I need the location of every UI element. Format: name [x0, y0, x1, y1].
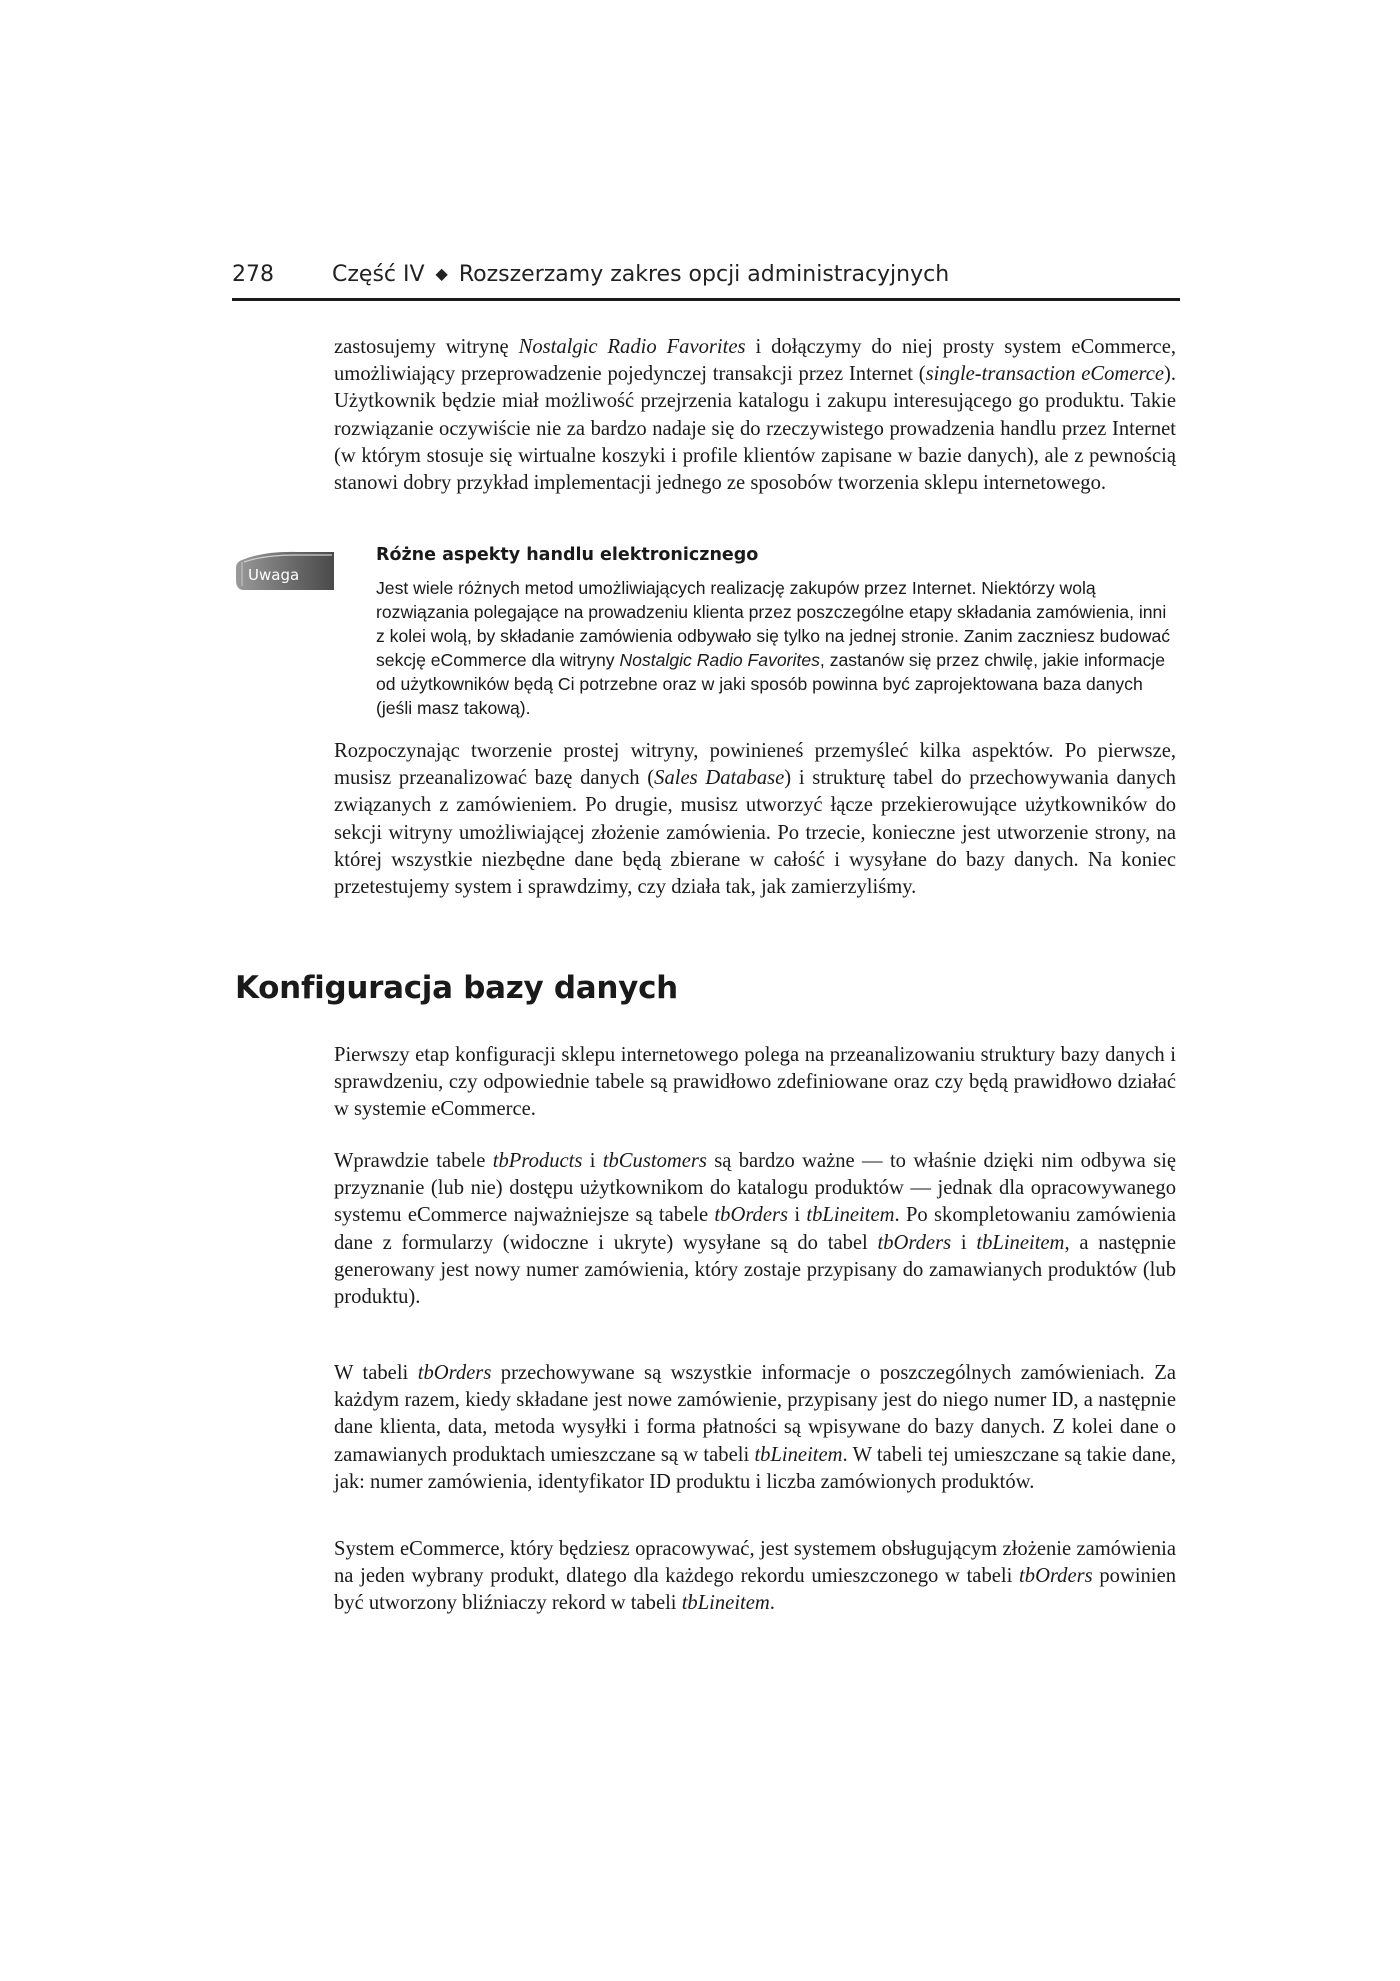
paragraph-intro: zastosujemy witrynę Nostalgic Radio Favorites i dołączymy do niej prosty system eCommerce, umożliwiający przeprowadzenie pojedynczej transakcji przez Internet (single-transaction eComerce). Użytkownik będzie miał możliwość przejrzenia katalogu i zakupu interesującego go produktu. Takie rozwiązanie oczywiście nie za bardzo nadaje się do rzeczywistego prowadzenia handlu przez Internet (w którym stosuje się wirtualne koszyki i profile klientów zapisane w bazie danych), ale z pewnością stanowi dobry przykład implementacji jednego ze sposobów tworzenia sklepu internetowego. — [334, 336, 1176, 495]
paragraph-system: System eCommerce, który będziesz opracowywać, jest systemem obsługującym złożenie zamówienia na jeden wybrany produkt, dlatego dla każdego rekordu umieszczonego w tabeli tbOrders powinien być utworzony bliźniaczy rekord w tabeli tbLineitem. — [334, 1538, 1177, 1615]
paragraph-orders: W tabeli tbOrders przechowywane są wszystkie informacje o poszczególnych zamówieniach. Za każdym razem, kiedy składane jest nowe zamówienie, przypisany jest do niego numer ID, a następnie dane klienta, data, metoda wysyłki i forma płatności są wpisywane do bazy danych. Z kolei dane o zamawianych produktach umieszczane są w tabeli tbLineitem. W tabeli tej umieszczane są takie dane, jak: numer zamówienia, identyfikator ID produktu i liczba zamówionych produktów. — [334, 1362, 1176, 1493]
note-label: Uwaga — [248, 566, 300, 584]
paragraph-tables: Wprawdzie tabele tbProducts i tbCustomers są bardzo ważne — to właśnie dzięki nim odbywa się przyznanie (lub nie) dostępu użytkownikom do katalogu produktów — jednak dla opracowywanego systemu eCommerce najważniejsze są tabele tbOrders i tbLineitem. Po skompletowaniu zamówienia dane z formularzy (widoczne i ukryte) wysyłane są do tabel tbOrders i tbLineitem, a następnie generowany jest nowy numer zamówienia, który zostaje przypisany do zamawianych produktów (lub produktu). — [334, 1150, 1176, 1309]
paragraph-plan: Rozpoczynając tworzenie prostej witryny, powinieneś przemyśleć kilka aspektów. Po pierwsze, musisz przeanalizować bazę danych (Sales Database) i strukturę tabel do przechowywania danych związanych z zamówieniem. Po drugie, musisz utworzyć łącze przekierowujące użytkowników do sekcji witryny umożliwiającej złożenie zamówienia. Po trzecie, konieczne jest utworzenie strony, na której wszystkie niezbędne dane będą zbierane w całość i wysyłane do bazy danych. Na koniec przetestujemy system i sprawdzimy, czy działa tak, jak zamierzyliśmy. — [334, 740, 1176, 899]
part-label: Część IV — [332, 262, 425, 287]
page-number: 278 — [232, 262, 274, 287]
running-title — [332, 262, 949, 287]
section-heading: Konfiguracja bazy danych — [235, 970, 678, 1006]
chapter-title: Rozszerzamy zakres opcji administracyjnych — [458, 262, 950, 287]
note-tab-icon — [234, 550, 334, 592]
note-title: Różne aspekty handlu elektronicznego — [376, 545, 759, 565]
diamond-separator-icon: ◆ — [435, 264, 448, 283]
running-header — [232, 262, 1180, 301]
paragraph-db-intro: Pierwszy etap konfiguracji sklepu internetowego polega na przeanalizowaniu struktury bazy danych i sprawdzeniu, czy odpowiednie tabele są prawidłowo zdefiniowane oraz czy będą prawidłowo działać w systemie eCommerce. — [334, 1044, 1176, 1121]
note-text: Jest wiele różnych metod umożliwiających realizację zakupów przez Internet. Niektórzy wolą rozwiązania polegające na prowadzeniu klienta przez poszczególne etapy składania zamówienia, inni z kolei wolą, by składanie zamówienia odbywało się tylko na jednej stronie. Zanim zaczniesz budować sekcję eCommerce dla witryny Nostalgic Radio Favorites, zastanów się przez chwilę, jakie informacje od użytkowników będą Ci potrzebne oraz w jaki sposób powinna być zaprojektowana baza danych (jeśli masz takową). — [376, 578, 1171, 718]
